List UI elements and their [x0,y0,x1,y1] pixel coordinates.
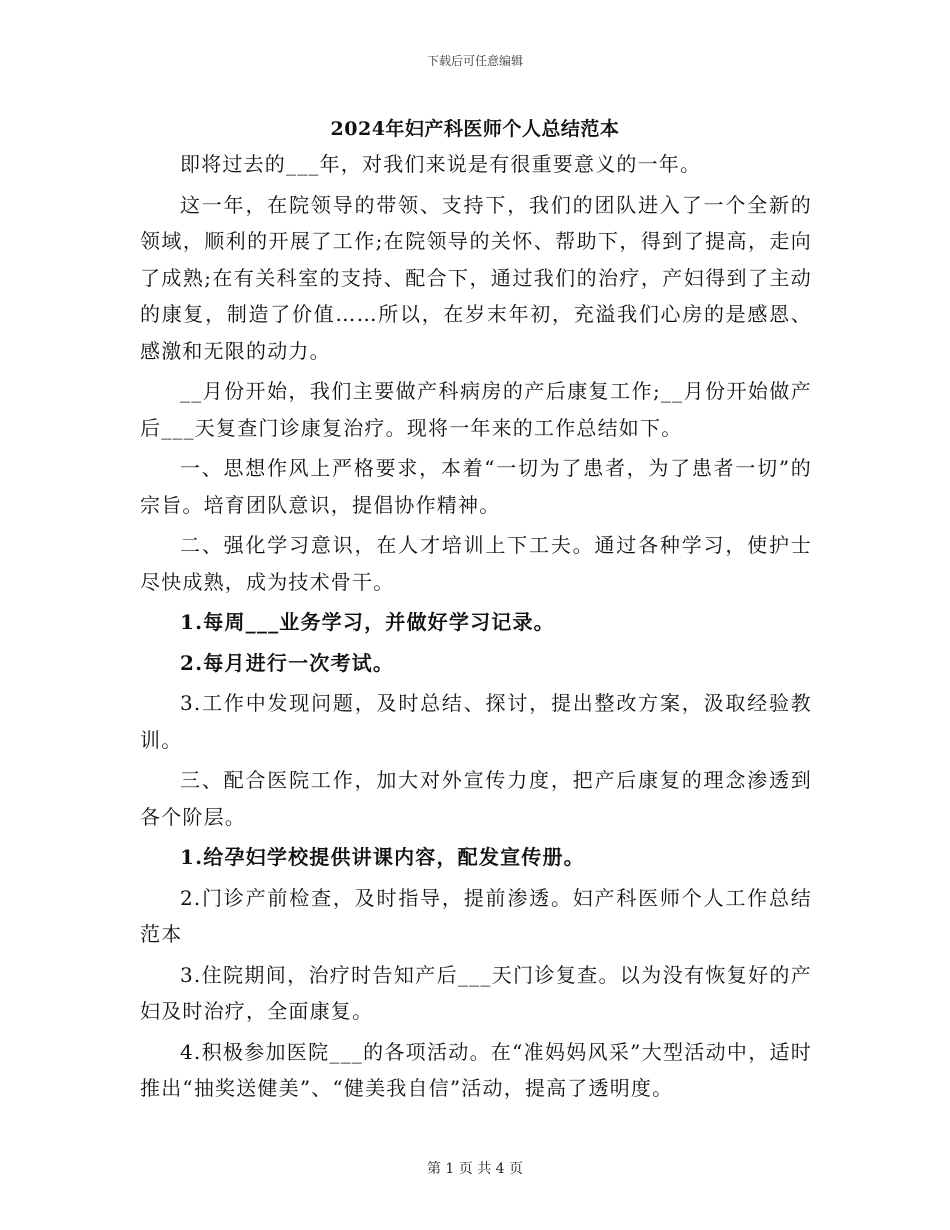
paragraph-item-weekly-study: 1.每周___业务学习，并做好学习记录。 [180,610,555,634]
paragraph-section-three: 三、配合医院工作，加大对外宣传力度，把产后康复的理念渗透到各个阶层。 [140,768,812,829]
paragraph-item-school-lectures: 1.给孕妇学校提供讲课内容，配发宣传册。 [180,845,585,869]
document-body [140,146,812,1111]
paragraph-work-start: __月份开始，我们主要做产科病房的产后康复工作;__月份开始做产后___天复查门诊康复治疗。现将一年来的工作总结如下。 [140,379,812,440]
paragraph-item-activities: 4.积极参加医院___的各项活动。在“准妈妈风采”大型活动中，适时推出“抽奖送健美”、“健美我自信”活动，提高了透明度。 [140,1039,812,1100]
paragraph-year-review: 这一年，在院领导的带领、支持下，我们的团队进入了一个全新的领域，顺利的开展了工作;在院领导的关怀、帮助下，得到了提高，走向了成熟;在有关科室的支持、配合下，通过我们的治疗，产妇得到了主动的康复，制造了价值……所以，在岁末年初，充溢我们心房的是感恩、感激和无限的动力。 [140,192,812,363]
paragraph-item-hospital-stay: 3.住院期间，治疗时告知产后___天门诊复查。以为没有恢复好的产妇及时治疗，全面康复。 [140,962,812,1023]
download-note: 下载后可任意编辑 [426,54,523,68]
paragraph-intro: 即将过去的___年，对我们来说是有很重要意义的一年。 [180,152,702,176]
paragraph-item-monthly-exam: 2.每月进行一次考试。 [180,650,395,675]
page-number: 第 1 页 共 4 页 [426,1161,524,1177]
paragraph-item-problem-review: 3.工作中发现问题，及时总结、探讨，提出整改方案，汲取经验教训。 [140,691,812,752]
paragraph-item-prenatal-check: 2.门诊产前检查，及时指导，提前渗透。妇产科医师个人工作总结范本 [140,885,812,946]
paragraph-section-two: 二、强化学习意识，在人才培训上下工夫。通过各种学习，使护士尽快成熟，成为技术骨干。 [140,533,812,594]
paragraph-section-one: 一、思想作风上严格要求，本着“一切为了患者，为了患者一切”的宗旨。培育团队意识，提倡协作精神。 [140,456,812,517]
page-title: 2024年妇产科医师个人总结范本 [330,118,620,140]
